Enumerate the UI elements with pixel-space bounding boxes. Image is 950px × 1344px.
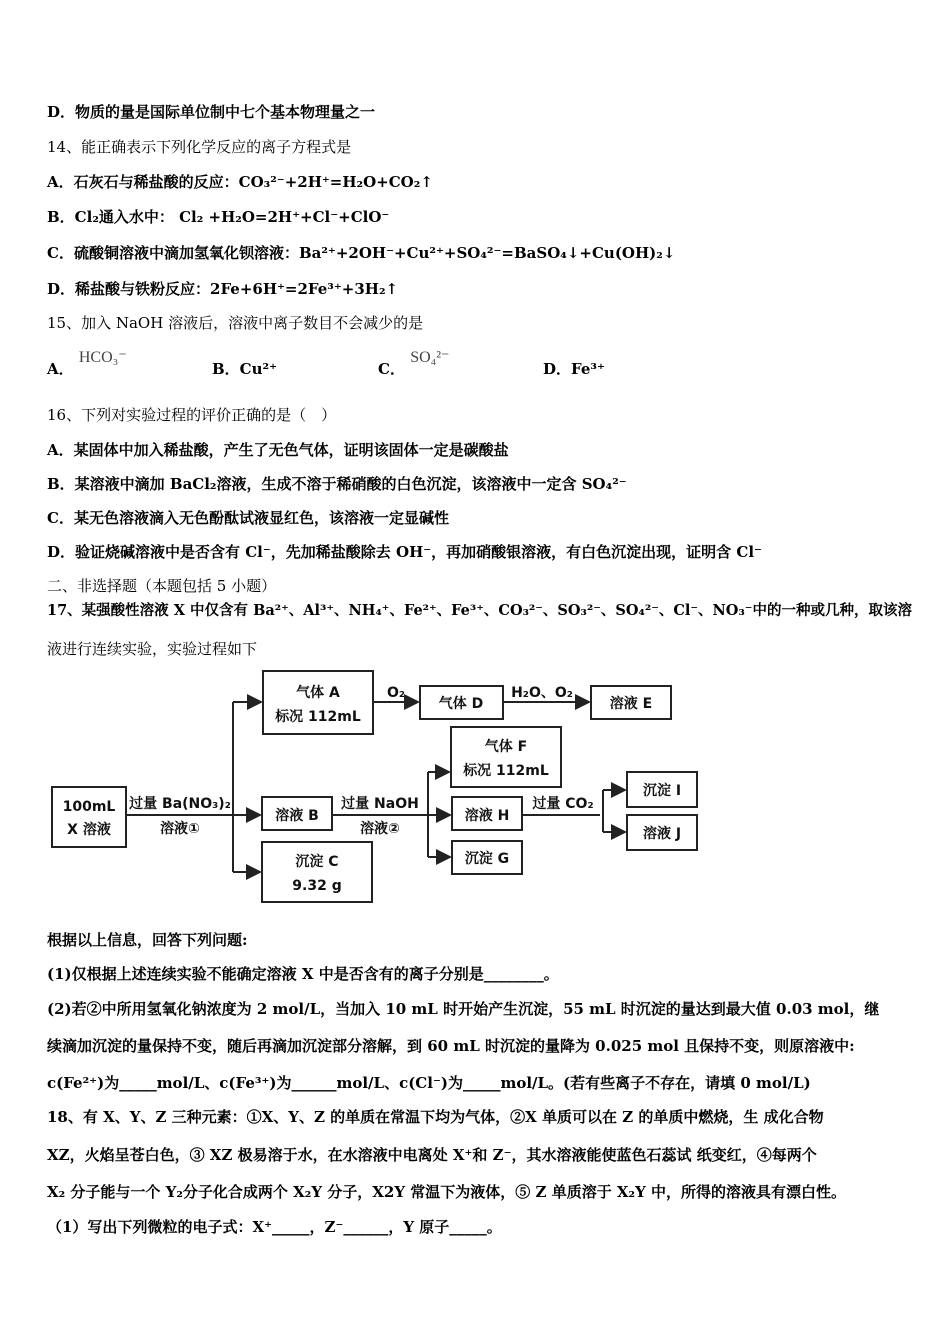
q15-option-d: D．Fe³⁺ <box>543 360 605 378</box>
q15-option-b: B．Cu²⁺ <box>212 360 278 378</box>
q16-stem: 16、下列对实验过程的评价正确的是（ ） <box>47 406 337 424</box>
q17-sub2-line3: c(Fe²⁺)为_____mol/L、c(Fe³⁺)为______mol/L、c(Cl⁻)为_____mol/L。(若有些离子不存在，请填 0 mol/L) <box>47 1074 811 1092</box>
q15-option-c-label: C． <box>378 360 405 378</box>
solution-j-label: 溶液 J <box>642 826 682 842</box>
q17-sub1: (1)仅根据上述连续实验不能确定溶液 X 中是否含有的离子分别是________。 <box>47 965 559 983</box>
q15-stem: 15、加入 NaOH 溶液后，溶液中离子数目不会减少的是 <box>47 314 424 332</box>
q16-option-c: C．某无色溶液滴入无色酚酞试液显红色，该溶液一定显碱性 <box>47 509 449 527</box>
box-precipitate-g <box>452 841 522 874</box>
h2o-o2-label: H₂O、O₂ <box>511 685 573 701</box>
solution-h-label: 溶液 H <box>464 808 510 824</box>
gas-d-label: 气体 D <box>438 696 484 712</box>
box-precipitate-c <box>262 842 372 902</box>
box-solution-e <box>591 686 671 719</box>
q16-option-b: B．某溶液中滴加 BaCl₂溶液，生成不溶于稀硝酸的白色沉淀，该溶液中一定含 SO₄²⁻ <box>47 475 627 493</box>
q15-option-c-ion: SO₄²⁻ <box>410 349 450 366</box>
box-solution-b <box>262 797 332 830</box>
solution-e-label: 溶液 E <box>609 696 653 712</box>
q18-line1: 18、有 X、Y、Z 三种元素：①X、Y、Z 的单质在常温下均为气体，②X 单质可以在 Z 的单质中燃烧，生 成化合物 <box>47 1108 824 1126</box>
q18-line2: XZ，火焰呈苍白色，③ XZ 极易溶于水，在水溶液中电离处 X⁺和 Z⁻，其水溶液能使蓝色石蕊试 纸变红，④每两个 <box>47 1146 817 1164</box>
section-heading: 二、非选择题（本题包括 5 小题） <box>47 577 277 595</box>
q14-option-b: B．Cl₂通入水中： Cl₂ +H₂O=2H⁺+Cl⁻+ClO⁻ <box>47 208 390 226</box>
box-gas-a <box>263 671 373 734</box>
q15-option-a <box>47 349 127 379</box>
q17-sub2-line1: (2)若②中所用氢氧化钠浓度为 2 mol/L，当加入 10 mL 时开始产生沉淀，55 mL 时沉淀的量达到最大值 0.03 mol，继 <box>47 1000 880 1018</box>
q15-option-a-ion: HCO₃⁻ <box>78 349 127 366</box>
x-label-1: 100mL <box>62 799 116 815</box>
q14-stem: 14、能正确表示下列化学反应的离子方程式是 <box>47 138 352 156</box>
o2-label: O₂ <box>386 685 406 701</box>
precipitate-c-label-2: 9.32 g <box>292 878 342 894</box>
q14-option-c: C．硫酸铜溶液中滴加氢氧化钡溶液：Ba²⁺+2OH⁻+Cu²⁺+SO₄²⁻=BaSO₄↓+Cu(OH)₂↓ <box>47 244 676 262</box>
reagent1-label-1: 过量 Ba(NO₃)₂ <box>129 796 231 812</box>
q16-option-a: A．某固体中加入稀盐酸，产生了无色气体，证明该固体一定是碳酸盐 <box>47 441 509 459</box>
precipitate-g-label: 沉淀 G <box>464 851 510 867</box>
q17-intro: 根据以上信息，回答下列问题: <box>47 931 248 949</box>
q15-option-c <box>378 349 450 379</box>
box-gas-d <box>420 686 503 719</box>
box-solution-h <box>452 797 522 830</box>
box-gas-f <box>451 727 561 787</box>
q13-option-d: D．物质的量是国际单位制中七个基本物理量之一 <box>47 103 376 121</box>
box-solution-j <box>627 815 697 850</box>
reagent1-label-2: 溶液① <box>160 821 200 837</box>
precipitate-i-label: 沉淀 I <box>642 783 682 799</box>
gas-a-label-2: 标况 112mL <box>275 709 361 725</box>
co2-label: 过量 CO₂ <box>532 796 594 812</box>
x-label-2: X 溶液 <box>67 822 111 838</box>
q17-sub2-line2: 续滴加沉淀的量保持不变，随后再滴加沉淀部分溶解，到 60 mL 时沉淀的量降为 0.025 mol 且保持不变，则原溶液中: <box>47 1037 855 1055</box>
q16-option-d: D．验证烧碱溶液中是否含有 Cl⁻，先加稀盐酸除去 OH⁻，再加硝酸银溶液，有白色沉淀出现，证明含 Cl⁻ <box>47 543 762 561</box>
q17-stem-line1: 17、某强酸性溶液 X 中仅含有 Ba²⁺、Al³⁺、NH₄⁺、Fe²⁺、Fe³⁺、CO₃²⁻、SO₃²⁻、SO₄²⁻、Cl⁻、NO₃⁻中的一种或几种，取该溶 <box>47 602 912 619</box>
q14-option-d: D．稀盐酸与铁粉反应：2Fe+6H⁺=2Fe³⁺+3H₂↑ <box>47 280 399 298</box>
gas-a-label-1: 气体 A <box>296 685 340 701</box>
q18-line3: X₂ 分子能与一个 Y₂分子化合成两个 X₂Y 分子，X2Y 常温下为液体，⑤ Z 单质溶于 X₂Y 中，所得的溶液具有漂白性。 <box>47 1183 847 1201</box>
solution-b-label: 溶液 B <box>275 808 319 824</box>
box-precipitate-i <box>627 772 697 807</box>
q14-option-a: A．石灰石与稀盐酸的反应：CO₃²⁻+2H⁺=H₂O+CO₂↑ <box>47 173 433 191</box>
q15-option-a-label: A． <box>47 360 74 378</box>
box-x-solution <box>52 787 126 847</box>
gas-f-label-1: 气体 F <box>484 739 528 755</box>
q17-stem-line2: 液进行连续实验，实验过程如下 <box>47 640 258 658</box>
precipitate-c-label-1: 沉淀 C <box>295 854 339 870</box>
gas-f-label-2: 标况 112mL <box>463 763 549 779</box>
reagent2-label-1: 过量 NaOH <box>341 796 419 812</box>
reagent2-label-2: 溶液② <box>360 821 400 837</box>
q18-line4: （1）写出下列微粒的电子式：X⁺_____，Z⁻______，Y 原子_____。 <box>47 1218 502 1236</box>
